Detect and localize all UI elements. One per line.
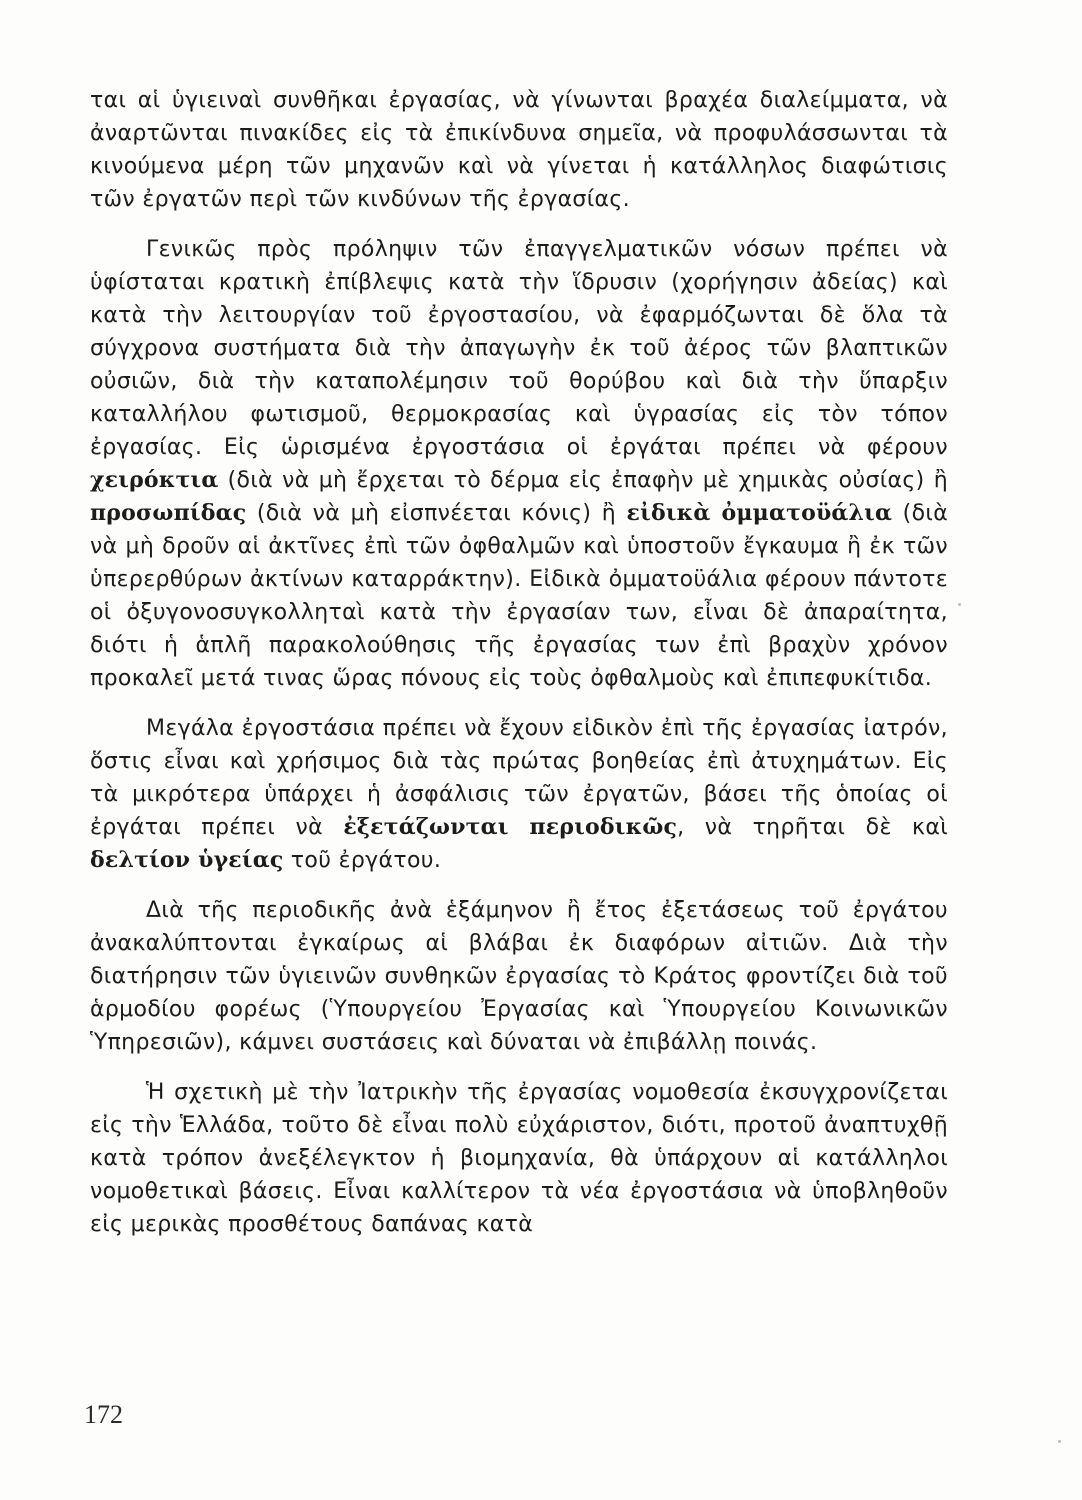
bold-term-periodic-exam: ἐξετάζωνται περιοδικῶς <box>343 814 678 840</box>
paragraph-factory-doctor <box>90 712 948 877</box>
paragraph-text: (διὰ νὰ μὴ εἰσπνέεται κόνις) ἢ <box>256 501 617 526</box>
paragraph-continuation <box>90 84 948 216</box>
paragraph-text: Διὰ τῆς περιοδικῆς ἀνὰ ἑξάμηνον ἢ ἔτος ἐξετάσεως τοῦ ἐργάτου ἀνακαλύπτονται ἐγκαίρως αἱ βλάβαι ἐκ διαφόρων αἰτιῶν. Διὰ τὴν διατήρησιν τῶν ὑγιεινῶν συνθηκῶν ἐργασίας τὸ Κράτος φροντίζει διὰ τοῦ ἁρμοδίου φορέως (Ὑπουργείου Ἐργασίας καὶ Ὑπουργείου Κοινωνικῶν Ὑπηρεσιῶν), κάμνει συστάσεις καὶ δύναται νὰ ἐπιβάλλῃ ποινάς. <box>90 898 948 1055</box>
bold-term-masks: προσωπίδας <box>90 500 247 526</box>
paragraph-state-oversight <box>90 894 948 1059</box>
paragraph-text: ται αἱ ὑγιειναὶ συνθῆκαι ἐργασίας, νὰ γίνωνται βραχέα διαλείμματα, νὰ ἀναρτῶνται πινακίδες εἰς τὰ ἐπικίνδυνα σημεῖα, νὰ προφυλάσσωνται τὰ κινούμενα μέρη τῶν μηχανῶν καὶ νὰ γίνεται ἡ κατάλληλος διαφώτισις τῶν ἐργατῶν περὶ τῶν κινδύνων τῆς ἐργασίας. <box>90 88 948 212</box>
body-text <box>90 84 948 1241</box>
paragraph-legislation <box>90 1076 948 1241</box>
paragraph-text: τοῦ ἐργάτου. <box>290 848 442 873</box>
paragraph-text: (διὰ νὰ μὴ δροῦν αἱ ἀκτῖνες ἐπὶ τῶν ὀφθαλμῶν καὶ ὑποστοῦν ἔγκαυμα ἢ ἐκ τῶν ὑπερερθύρων ἀκτίνων καταρράκτην). Εἰδικὰ ὀμματοϋάλια φέρουν πάντοτε οἱ ὀξυγονοσυγκολληταὶ κατὰ τὴν ἐργασίαν των, εἶναι δὲ ἀπαραίτητα, διότι ἡ ἁπλῆ παρακολούθησις τῆς ἐργασίας των ἐπὶ βραχὺν χρόνον προκαλεῖ μετά τινας ὥρας πόνους εἰς τοὺς ὀφθαλμοὺς καὶ ἐπιπεφυκίτιδα. <box>90 501 949 691</box>
bold-term-gloves: χειρόκτια <box>90 467 219 493</box>
paragraph-text: Ἡ σχετικὴ μὲ τὴν Ἰατρικὴν τῆς ἐργασίας νομοθεσία ἐκσυγχρονίζεται εἰς τὴν Ἑλλάδα, τοῦτο δὲ εἶναι πολὺ εὐχάριστον, διότι, προτοῦ ἀναπτυχθῇ κατὰ τρόπον ἀνεξέλεγκτον ἡ βιομηχανία, θὰ ὑπάρχουν αἱ κατάλληλοι νομοθετικαὶ βάσεις. Εἶναι καλλίτερον τὰ νέα ἐργοστάσια νὰ ὑποβληθοῦν εἰς μερικὰς προσθέτους δαπάνας κατὰ <box>90 1080 948 1237</box>
paragraph-text: Μεγάλα ἐργοστάσια πρέπει νὰ ἔχουν εἰδικὸν ἐπὶ τῆς ἐργασίας ἰατρόν, ὅστις εἶναι καὶ χρήσιμος διὰ τὰς πρώτας βοηθείας ἐπὶ ἀτυχημάτων. Εἰς τὰ μικρότερα ὑπάρχει ἡ ἀσφάλισις τῶν ἐργατῶν, βάσει τῆς ὁποίας οἱ ἐργάται πρέπει νὰ <box>90 716 948 840</box>
paper-speck <box>958 603 961 606</box>
bold-term-goggles: εἰδικὰ ὀμματοϋάλια <box>626 500 893 526</box>
paragraph-text: Γενικῶς πρὸς πρόληψιν τῶν ἐπαγγελματικῶν νόσων πρέπει νὰ ὑφίσταται κρατικὴ ἐπίβλεψις κατὰ τὴν ἵδρυσιν (χορήγησιν ἀδείας) καὶ κατὰ τὴν λειτουργίαν τοῦ ἐργοστασίου, νὰ ἐφαρμόζωνται δὲ ὅλα τὰ σύγχρονα συστήματα διὰ τὴν ἀπαγωγὴν ἐκ τοῦ ἀέρος τῶν βλαπτικῶν οὐσιῶν, διὰ τὴν καταπολέμησιν τοῦ θορύβου καὶ διὰ τὴν ὕπαρξιν καταλλήλου φωτισμοῦ, θερμοκρασίας καὶ ὑγρασίας εἰς τὸν τόπον ἐργασίας. Εἰς ὡρισμένα ἐργοστάσια οἱ ἐργάται πρέπει νὰ φέρουν <box>90 237 948 460</box>
paragraph-text: (διὰ νὰ μὴ ἔρχεται τὸ δέρμα εἰς ἐπαφὴν μὲ χημικὰς οὐσίας) ἢ <box>227 468 949 493</box>
bold-term-health-card: δελτίον ὑγείας <box>90 847 284 873</box>
page-number: 172 <box>84 1400 123 1429</box>
paragraph-prevention <box>90 233 948 695</box>
paragraph-text: , νὰ τηρῆται δὲ καὶ <box>677 815 948 840</box>
paper-speck <box>1058 1440 1061 1443</box>
